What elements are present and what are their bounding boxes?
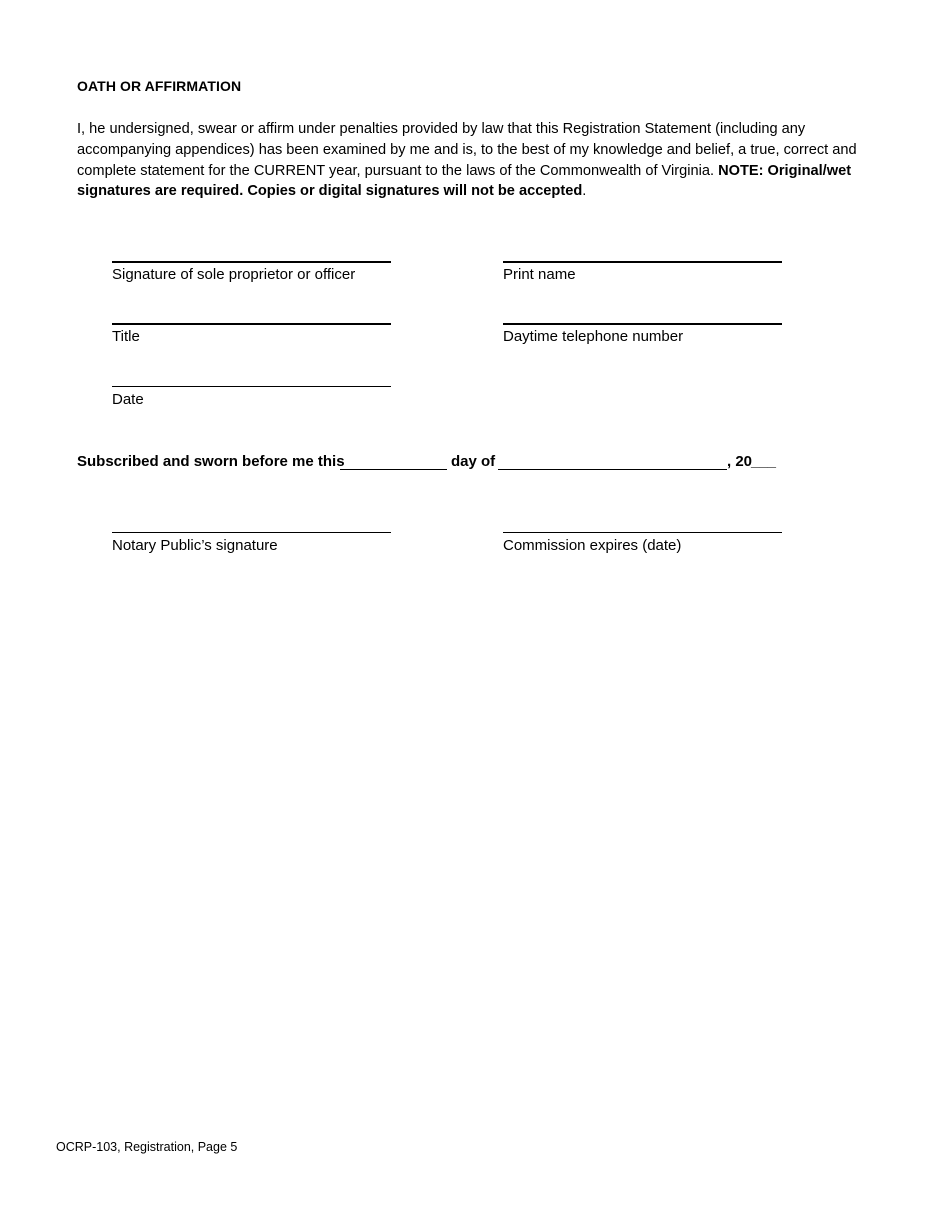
signature-line[interactable] — [112, 261, 391, 263]
date-label: Date — [112, 391, 144, 408]
page-footer: OCRP-103, Registration, Page 5 — [56, 1140, 238, 1154]
print-name-line[interactable] — [503, 261, 782, 263]
commission-expires-label: Commission expires (date) — [503, 537, 682, 554]
signature-label: Signature of sole proprietor or officer — [112, 266, 356, 283]
print-name-label: Print name — [503, 266, 576, 283]
oath-note: NOTE: Original/wet signatures are required. Copies or digital signatures will not be accepted — [77, 162, 852, 200]
notary-signature-label: Notary Public’s signature — [112, 537, 278, 554]
sworn-day-blank[interactable] — [340, 469, 447, 470]
sworn-day-of: day of — [451, 453, 496, 470]
phone-line[interactable] — [503, 323, 782, 325]
sworn-year-blank[interactable]: ___ — [751, 453, 777, 470]
sworn-year-prefix: , 20 — [727, 453, 753, 470]
date-line[interactable] — [112, 386, 391, 387]
title-label: Title — [112, 328, 140, 345]
oath-paragraph — [77, 119, 889, 202]
page-title: OATH OR AFFIRMATION — [77, 78, 242, 94]
sworn-statement — [77, 453, 797, 475]
title-line[interactable] — [112, 323, 391, 325]
sworn-prefix: Subscribed and sworn before me this — [77, 453, 345, 470]
oath-text: I, he undersigned, swear or affirm under penalties provided by law that this Registration Statement (including any accompanying appendices) has been examined by me and is, to the best of my knowledge and belief, a true, correct and complete statement for the CURRENT year, pursuant to the laws of the Commonwealth of Virginia. — [77, 121, 857, 179]
phone-label: Daytime telephone number — [503, 328, 684, 345]
sworn-month-blank[interactable] — [498, 469, 727, 470]
oath-end: . — [582, 183, 587, 200]
notary-signature-line[interactable] — [112, 532, 391, 533]
commission-expires-line[interactable] — [503, 532, 782, 533]
